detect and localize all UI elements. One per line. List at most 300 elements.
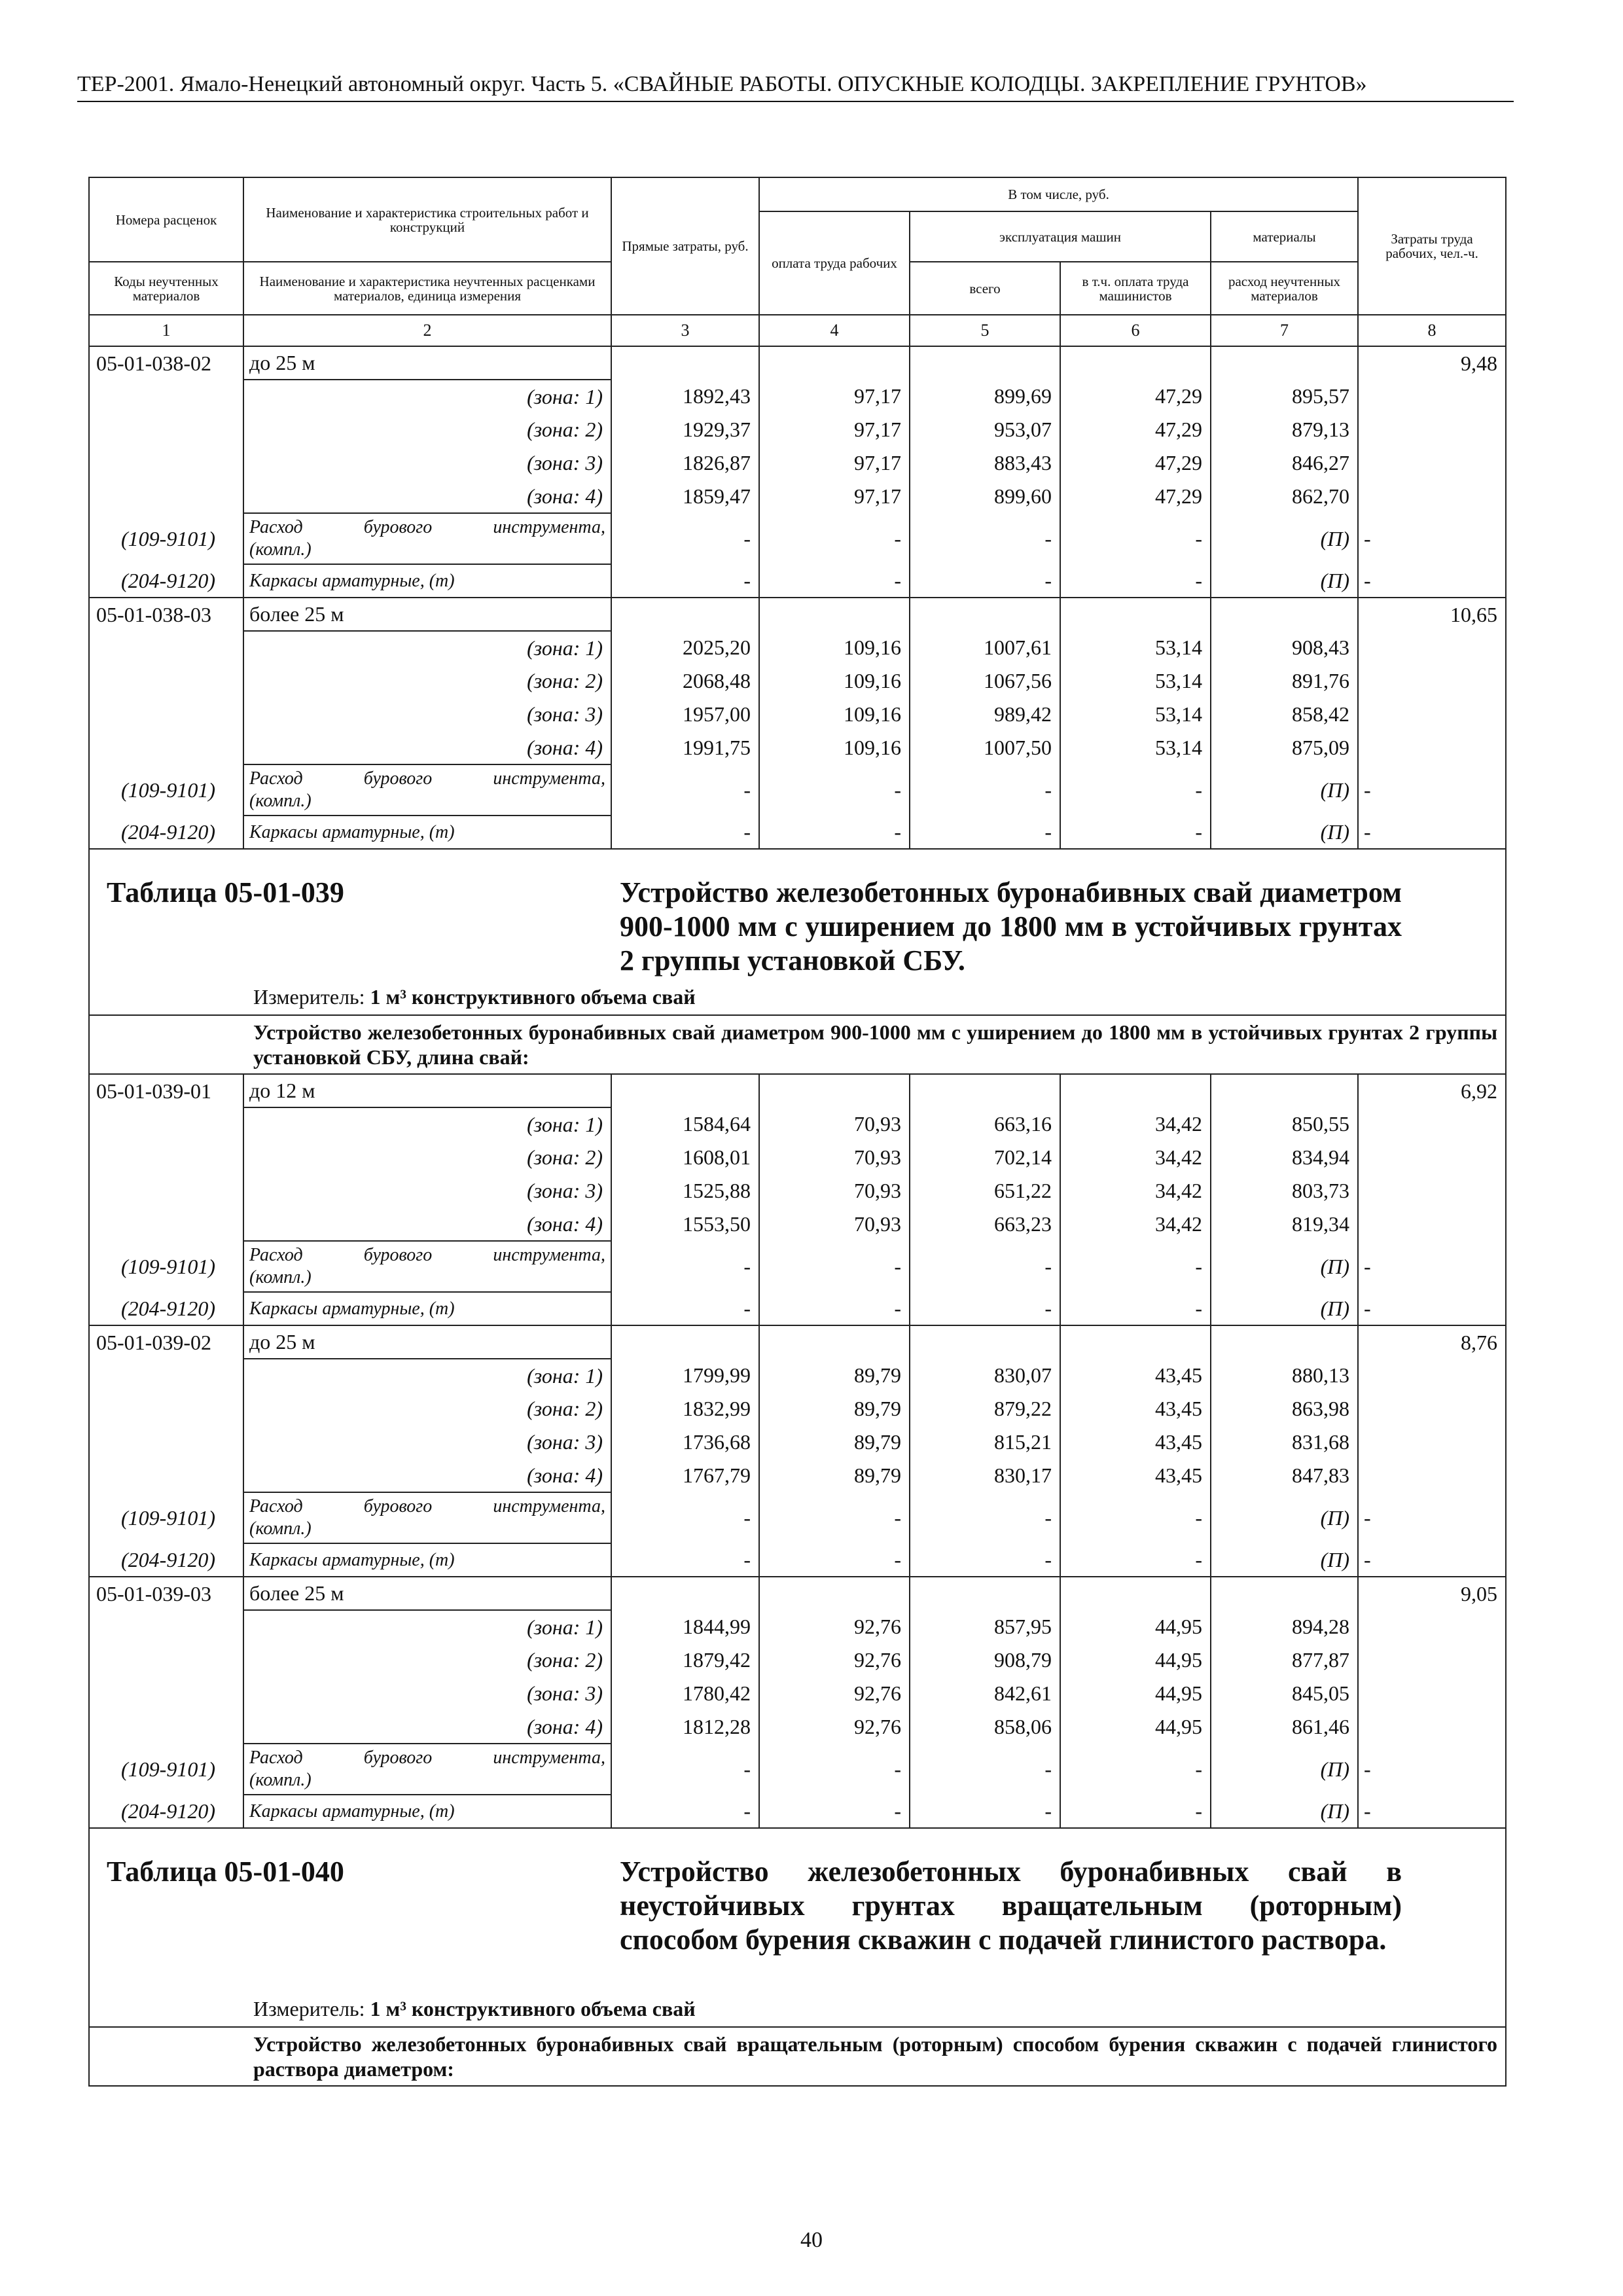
dash-cell: - [1358, 1241, 1506, 1292]
value-cell: 858,42 [1211, 698, 1358, 731]
value-cell: 803,73 [1211, 1174, 1358, 1208]
value-cell: 89,79 [759, 1426, 910, 1459]
dash-cell: - [611, 1744, 759, 1795]
value-cell: 891,76 [1211, 664, 1358, 698]
empty-cell [89, 631, 243, 664]
value-cell: 858,06 [910, 1710, 1060, 1744]
labor-cost-value: 9,05 [1358, 1577, 1506, 1610]
page-header: ТЕР-2001. Ямало-Ненецкий автономный округ. Часть 5. «СВАЙНЫЕ РАБОТЫ. ОПУСКНЫЕ КОЛОДЦЫ. ЗАКРЕПЛЕНИЕ ГРУНТОВ» [77, 72, 1514, 102]
value-cell: 89,79 [759, 1392, 910, 1426]
empty-cell [1358, 413, 1506, 446]
empty-cell [1358, 1359, 1506, 1392]
empty-cell [89, 1174, 243, 1208]
rate-code: 05-01-039-01 [89, 1074, 243, 1107]
empty-cell [1060, 1074, 1211, 1107]
dash-cell: - [910, 764, 1060, 816]
value-cell: 1553,50 [611, 1208, 759, 1241]
zone-label: (зона: 2) [243, 1141, 611, 1174]
value-cell: 842,61 [910, 1677, 1060, 1710]
zone-label: (зона: 4) [243, 1459, 611, 1492]
zone-label: (зона: 3) [243, 1426, 611, 1459]
column-number: 7 [1211, 315, 1358, 346]
empty-cell [89, 413, 243, 446]
empty-cell [611, 346, 759, 380]
value-cell: 1812,28 [611, 1710, 759, 1744]
value-cell: 846,27 [1211, 446, 1358, 480]
table-row [89, 1677, 1506, 1710]
zone-label: (зона: 3) [243, 1174, 611, 1208]
material-code: (109-9101) [89, 764, 243, 816]
table-description: Устройство железобетонных буронабивных свай вращательным (роторным) способом бурения скважин с подачей глинистого раствора диаметром: [89, 2027, 1506, 2086]
material-row [89, 1744, 1506, 1795]
dash-cell: - [1060, 564, 1211, 598]
p-marker: (П) [1211, 816, 1358, 849]
dash-cell: - [611, 764, 759, 816]
p-marker: (П) [1211, 513, 1358, 564]
material-code: (109-9101) [89, 513, 243, 564]
zone-label: (зона: 2) [243, 1643, 611, 1677]
value-cell: 47,29 [1060, 446, 1211, 480]
material-code: (204-9120) [89, 1543, 243, 1577]
empty-cell [910, 1577, 1060, 1610]
empty-cell [89, 446, 243, 480]
dash-cell: - [611, 1492, 759, 1543]
value-cell: 663,23 [910, 1208, 1060, 1241]
column-number: 3 [611, 315, 759, 346]
value-cell: 97,17 [759, 380, 910, 413]
value-cell: 43,45 [1060, 1392, 1211, 1426]
table-row [89, 1208, 1506, 1241]
header-unaccounted-materials: расход неучтенных материалов [1211, 262, 1358, 315]
dash-cell: - [910, 1492, 1060, 1543]
value-cell: 908,79 [910, 1643, 1060, 1677]
empty-cell [611, 1577, 759, 1610]
value-cell: 879,13 [1211, 413, 1358, 446]
dash-cell: - [1060, 1241, 1211, 1292]
value-cell: 953,07 [910, 413, 1060, 446]
material-row [89, 816, 1506, 849]
empty-cell [1358, 380, 1506, 413]
empty-cell [1358, 1208, 1506, 1241]
table-row [89, 731, 1506, 764]
value-cell: 47,29 [1060, 480, 1211, 513]
table-row [89, 698, 1506, 731]
material-row [89, 764, 1506, 816]
value-cell: 861,46 [1211, 1710, 1358, 1744]
empty-cell [1211, 1074, 1358, 1107]
table-heading-row [89, 1828, 1506, 2027]
value-cell: 89,79 [759, 1459, 910, 1492]
value-cell: 819,34 [1211, 1208, 1358, 1241]
empty-cell [89, 1677, 243, 1710]
table-title: Устройство железобетонных буронабивных свай в неустойчивых грунтах вращательным (роторным) способом бурения скважин с подачей глинистого раствора. [620, 1856, 1402, 1956]
table-row [89, 1577, 1506, 1610]
dash-cell: - [1060, 1492, 1211, 1543]
value-cell: 34,42 [1060, 1107, 1211, 1141]
material-name-line: Расход бурового инструмента, [249, 1245, 605, 1265]
value-cell: 1067,56 [910, 664, 1060, 698]
table-row [89, 598, 1506, 631]
item-name: до 25 м [243, 1325, 611, 1359]
dash-cell: - [1358, 1292, 1506, 1325]
value-cell: 2025,20 [611, 631, 759, 664]
table-heading [89, 849, 1506, 1015]
dash-cell: - [910, 513, 1060, 564]
zone-label: (зона: 4) [243, 731, 611, 764]
value-cell: 53,14 [1060, 664, 1211, 698]
value-cell: 1767,79 [611, 1459, 759, 1492]
material-unit: (компл.) [249, 1518, 312, 1539]
table-heading [89, 1828, 1506, 2027]
value-cell: 1525,88 [611, 1174, 759, 1208]
empty-cell [1358, 631, 1506, 664]
value-cell: 70,93 [759, 1174, 910, 1208]
empty-cell [1060, 346, 1211, 380]
labor-cost-value: 6,92 [1358, 1074, 1506, 1107]
material-code: (204-9120) [89, 816, 243, 849]
value-cell: 44,95 [1060, 1643, 1211, 1677]
dash-cell: - [611, 816, 759, 849]
material-code: (204-9120) [89, 1795, 243, 1828]
value-cell: 847,83 [1211, 1459, 1358, 1492]
empty-cell [910, 346, 1060, 380]
column-number: 2 [243, 315, 611, 346]
column-number: 5 [910, 315, 1060, 346]
value-cell: 53,14 [1060, 731, 1211, 764]
p-marker: (П) [1211, 1543, 1358, 1577]
dash-cell: - [1060, 1744, 1211, 1795]
empty-cell [1358, 1174, 1506, 1208]
dash-cell: - [759, 764, 910, 816]
value-cell: 92,76 [759, 1643, 910, 1677]
p-marker: (П) [1211, 1492, 1358, 1543]
value-cell: 883,43 [910, 446, 1060, 480]
empty-cell [89, 1426, 243, 1459]
empty-cell [910, 598, 1060, 631]
header-including: В том числе, руб. [759, 177, 1358, 211]
value-cell: 651,22 [910, 1174, 1060, 1208]
dash-cell: - [910, 1795, 1060, 1828]
value-cell: 53,14 [1060, 698, 1211, 731]
table-row [89, 1359, 1506, 1392]
table-row [89, 346, 1506, 380]
material-code: (204-9120) [89, 1292, 243, 1325]
material-name [243, 1744, 611, 1795]
rate-code: 05-01-038-02 [89, 346, 243, 380]
dash-cell: - [759, 1492, 910, 1543]
material-code: (109-9101) [89, 1492, 243, 1543]
value-cell: 875,09 [1211, 731, 1358, 764]
header-operator-pay: в т.ч. оплата труда машинистов [1060, 262, 1211, 315]
header-materials: материалы [1211, 211, 1358, 262]
value-cell: 34,42 [1060, 1141, 1211, 1174]
dash-cell: - [1060, 1795, 1211, 1828]
value-cell: 53,14 [1060, 631, 1211, 664]
column-number: 8 [1358, 315, 1506, 346]
material-name: Каркасы арматурные, (т) [243, 1543, 611, 1577]
empty-cell [1358, 1141, 1506, 1174]
rate-code: 05-01-038-03 [89, 598, 243, 631]
value-cell: 97,17 [759, 480, 910, 513]
item-name: до 25 м [243, 346, 611, 380]
value-cell: 1929,37 [611, 413, 759, 446]
value-cell: 831,68 [1211, 1426, 1358, 1459]
empty-cell [1060, 1577, 1211, 1610]
empty-cell [89, 1459, 243, 1492]
material-name: Каркасы арматурные, (т) [243, 564, 611, 598]
material-row [89, 1492, 1506, 1543]
dash-cell: - [611, 1292, 759, 1325]
empty-cell [1358, 1643, 1506, 1677]
header-worker-pay: оплата труда рабочих [759, 211, 910, 315]
table-row [89, 380, 1506, 413]
p-marker: (П) [1211, 1795, 1358, 1828]
header-labor-costs: Затраты труда рабочих, чел.-ч. [1358, 177, 1506, 315]
value-cell: 44,95 [1060, 1677, 1211, 1710]
labor-cost-value: 8,76 [1358, 1325, 1506, 1359]
value-cell: 2068,48 [611, 664, 759, 698]
value-cell: 895,57 [1211, 380, 1358, 413]
value-cell: 89,79 [759, 1359, 910, 1392]
dash-cell: - [1358, 764, 1506, 816]
value-cell: 70,93 [759, 1107, 910, 1141]
p-marker: (П) [1211, 1292, 1358, 1325]
empty-cell [1358, 664, 1506, 698]
value-cell: 1584,64 [611, 1107, 759, 1141]
value-cell: 879,22 [910, 1392, 1060, 1426]
price-table [88, 177, 1507, 2087]
material-name [243, 1241, 611, 1292]
value-cell: 862,70 [1211, 480, 1358, 513]
empty-cell [89, 1359, 243, 1392]
material-name [243, 764, 611, 816]
value-cell: 97,17 [759, 413, 910, 446]
dash-cell: - [1060, 1543, 1211, 1577]
table-row [89, 664, 1506, 698]
value-cell: 97,17 [759, 446, 910, 480]
value-cell: 830,17 [910, 1459, 1060, 1492]
dash-cell: - [1358, 513, 1506, 564]
zone-label: (зона: 3) [243, 698, 611, 731]
material-unit: (компл.) [249, 791, 312, 811]
value-cell: 47,29 [1060, 413, 1211, 446]
empty-cell [89, 1107, 243, 1141]
measure-value: 1 м³ конструктивного объема свай [370, 1997, 696, 2020]
zone-label: (зона: 4) [243, 1208, 611, 1241]
dash-cell: - [1060, 764, 1211, 816]
value-cell: 1844,99 [611, 1610, 759, 1643]
dash-cell: - [759, 513, 910, 564]
value-cell: 92,76 [759, 1677, 910, 1710]
value-cell: 43,45 [1060, 1359, 1211, 1392]
dash-cell: - [1358, 816, 1506, 849]
dash-cell: - [611, 513, 759, 564]
dash-cell: - [1060, 816, 1211, 849]
table-row [89, 1710, 1506, 1744]
material-row [89, 1795, 1506, 1828]
measure-unit [253, 1997, 696, 2021]
material-row [89, 513, 1506, 564]
value-cell: 1892,43 [611, 380, 759, 413]
empty-cell [89, 1610, 243, 1643]
empty-cell [1358, 1107, 1506, 1141]
value-cell: 47,29 [1060, 380, 1211, 413]
zone-label: (зона: 1) [243, 1107, 611, 1141]
value-cell: 44,95 [1060, 1710, 1211, 1744]
value-cell: 43,45 [1060, 1426, 1211, 1459]
value-cell: 1957,00 [611, 698, 759, 731]
measure-unit [253, 985, 696, 1009]
empty-cell [89, 664, 243, 698]
material-name: Каркасы арматурные, (т) [243, 1292, 611, 1325]
value-cell: 834,94 [1211, 1141, 1358, 1174]
table-number: Таблица 05-01-040 [107, 1856, 344, 1888]
table-row [89, 1610, 1506, 1643]
value-cell: 908,43 [1211, 631, 1358, 664]
value-cell: 702,14 [910, 1141, 1060, 1174]
value-cell: 877,87 [1211, 1643, 1358, 1677]
header-machines-total: всего [910, 262, 1060, 315]
table-row [89, 1141, 1506, 1174]
empty-cell [1358, 480, 1506, 513]
table-row [89, 1325, 1506, 1359]
dash-cell: - [1060, 513, 1211, 564]
value-cell: 70,93 [759, 1208, 910, 1241]
value-cell: 1007,50 [910, 731, 1060, 764]
value-cell: 815,21 [910, 1426, 1060, 1459]
value-cell: 1608,01 [611, 1141, 759, 1174]
empty-cell [1211, 1577, 1358, 1610]
dash-cell: - [910, 564, 1060, 598]
empty-cell [910, 1074, 1060, 1107]
value-cell: 863,98 [1211, 1392, 1358, 1426]
material-unit: (компл.) [249, 1267, 312, 1287]
dash-cell: - [1358, 1543, 1506, 1577]
zone-label: (зона: 1) [243, 1610, 611, 1643]
table-heading-row [89, 849, 1506, 1015]
zone-label: (зона: 2) [243, 413, 611, 446]
zone-label: (зона: 4) [243, 480, 611, 513]
value-cell: 1859,47 [611, 480, 759, 513]
header-direct-costs: Прямые затраты, руб. [611, 177, 759, 315]
value-cell: 857,95 [910, 1610, 1060, 1643]
empty-cell [1358, 1392, 1506, 1426]
value-cell: 34,42 [1060, 1208, 1211, 1241]
value-cell: 830,07 [910, 1359, 1060, 1392]
item-name: более 25 м [243, 598, 611, 631]
value-cell: 899,60 [910, 480, 1060, 513]
table-row [89, 1107, 1506, 1141]
table-row [89, 1426, 1506, 1459]
table-number: Таблица 05-01-039 [107, 876, 344, 908]
dash-cell: - [759, 1543, 910, 1577]
value-cell: 92,76 [759, 1610, 910, 1643]
empty-cell [759, 1074, 910, 1107]
empty-cell [89, 1141, 243, 1174]
dash-cell: - [910, 1543, 1060, 1577]
value-cell: 43,45 [1060, 1459, 1211, 1492]
material-name-line: Расход бурового инструмента, [249, 517, 605, 537]
header-codes: Номера расценок [89, 177, 243, 262]
table-row [89, 631, 1506, 664]
empty-cell [89, 1710, 243, 1744]
value-cell: 109,16 [759, 631, 910, 664]
material-row [89, 1241, 1506, 1292]
header-machines: эксплуатация машин [910, 211, 1211, 262]
empty-cell [1358, 1459, 1506, 1492]
table-row [89, 446, 1506, 480]
value-cell: 1832,99 [611, 1392, 759, 1426]
empty-cell [89, 698, 243, 731]
table-description-row [89, 1015, 1506, 1074]
value-cell: 899,69 [910, 380, 1060, 413]
value-cell: 1780,42 [611, 1677, 759, 1710]
empty-cell [1358, 1426, 1506, 1459]
empty-cell [1211, 346, 1358, 380]
value-cell: 109,16 [759, 731, 910, 764]
table-description-row [89, 2027, 1506, 2086]
material-name-line: Расход бурового инструмента, [249, 768, 605, 789]
measure-label: Измеритель: [253, 985, 365, 1009]
value-cell: 44,95 [1060, 1610, 1211, 1643]
material-unit: (компл.) [249, 539, 312, 560]
dash-cell: - [759, 1795, 910, 1828]
empty-cell [1211, 1325, 1358, 1359]
zone-label: (зона: 4) [243, 1710, 611, 1744]
empty-cell [1060, 1325, 1211, 1359]
rate-code: 05-01-039-02 [89, 1325, 243, 1359]
empty-cell [89, 1643, 243, 1677]
p-marker: (П) [1211, 564, 1358, 598]
zone-label: (зона: 1) [243, 1359, 611, 1392]
dash-cell: - [910, 1744, 1060, 1795]
value-cell: 109,16 [759, 664, 910, 698]
value-cell: 845,05 [1211, 1677, 1358, 1710]
labor-cost-value: 9,48 [1358, 346, 1506, 380]
p-marker: (П) [1211, 1241, 1358, 1292]
table-title: Устройство железобетонных буронабивных свай диаметром 900-1000 мм с уширением до 1800 мм в устойчивых грунтах 2 группы установкой СБУ. [620, 876, 1402, 977]
empty-cell [611, 1325, 759, 1359]
dash-cell: - [1358, 1744, 1506, 1795]
dash-cell: - [1358, 1492, 1506, 1543]
p-marker: (П) [1211, 1744, 1358, 1795]
table-description: Устройство железобетонных буронабивных свай диаметром 900-1000 мм с уширением до 1800 мм в устойчивых грунтах 2 группы установкой СБУ, длина свай: [89, 1015, 1506, 1074]
header-material-codes: Коды неучтенных материалов [89, 262, 243, 315]
empty-cell [759, 346, 910, 380]
material-name [243, 1492, 611, 1543]
dash-cell: - [611, 1795, 759, 1828]
dash-cell: - [1358, 564, 1506, 598]
dash-cell: - [759, 564, 910, 598]
material-name: Каркасы арматурные, (т) [243, 816, 611, 849]
empty-cell [1358, 446, 1506, 480]
material-row [89, 1292, 1506, 1325]
value-cell: 1736,68 [611, 1426, 759, 1459]
material-row [89, 564, 1506, 598]
empty-cell [759, 1325, 910, 1359]
empty-cell [611, 1074, 759, 1107]
empty-cell [759, 598, 910, 631]
zone-label: (зона: 2) [243, 1392, 611, 1426]
empty-cell [89, 1208, 243, 1241]
item-name: более 25 м [243, 1577, 611, 1610]
empty-cell [611, 598, 759, 631]
column-number: 1 [89, 315, 243, 346]
material-row [89, 1543, 1506, 1577]
dash-cell: - [759, 816, 910, 849]
value-cell: 34,42 [1060, 1174, 1211, 1208]
value-cell: 109,16 [759, 698, 910, 731]
